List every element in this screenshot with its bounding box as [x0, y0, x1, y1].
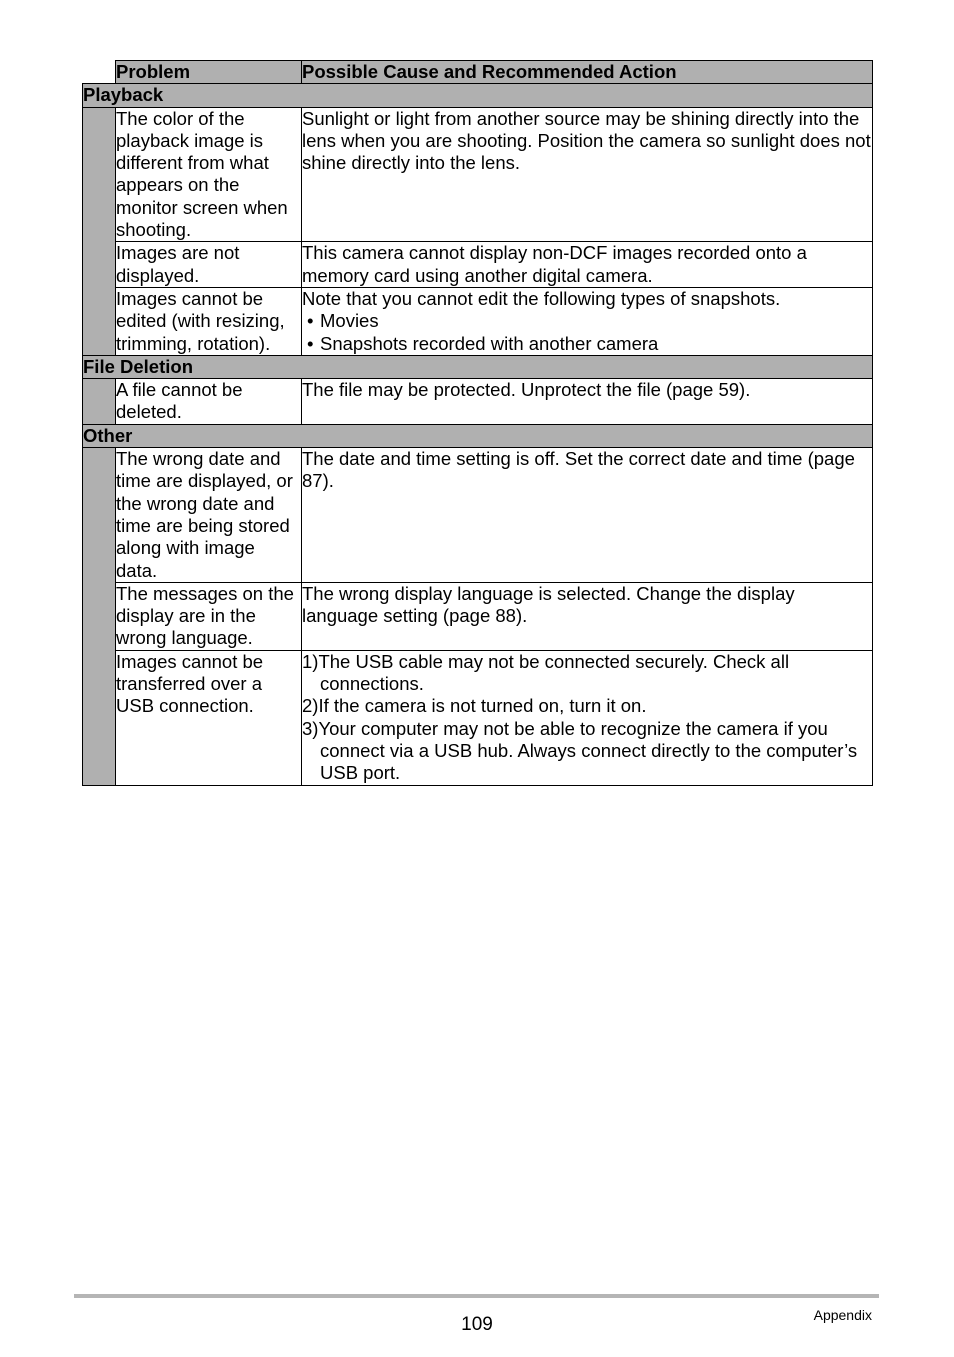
- cause-cell: The wrong display language is selected. Change the display language setting (page 88).: [302, 582, 873, 650]
- cause-cell: This camera cannot display non-DCF images recorded onto a memory card using another digital camera.: [302, 242, 873, 288]
- section-title: Other: [83, 424, 873, 447]
- cause-column-header: Possible Cause and Recommended Action: [302, 61, 873, 84]
- footer-divider: [74, 1294, 879, 1298]
- list-item: • Snapshots recorded with another camera: [302, 333, 872, 355]
- section-header-file-deletion: [83, 355, 873, 378]
- page-number: 109: [461, 1314, 493, 1335]
- table-row: [83, 287, 873, 355]
- section-header-playback: [83, 84, 873, 107]
- section-title: Playback: [83, 84, 873, 107]
- cause-cell: [302, 287, 873, 355]
- problem-cell: Images cannot be transferred over a USB connection.: [116, 650, 302, 785]
- footer-section-name: Appendix: [813, 1307, 872, 1323]
- cause-cell: The date and time setting is off. Set the correct date and time (page 87).: [302, 448, 873, 583]
- list-item: 1)The USB cable may not be connected securely. Check all connections.: [302, 650, 790, 695]
- numbered-list: [302, 651, 872, 785]
- table-row: [83, 379, 873, 425]
- section-title: File Deletion: [83, 355, 873, 378]
- cause-cell: The file may be protected. Unprotect the file (page 59).: [302, 379, 873, 425]
- problem-cell: A file cannot be deleted.: [116, 379, 302, 425]
- list-item: 2)If the camera is not turned on, turn it on.: [302, 695, 647, 717]
- cause-cell: [302, 650, 873, 785]
- table-row: [83, 650, 873, 785]
- table-header-row: [83, 61, 873, 84]
- problem-cell: Images cannot be edited (with resizing, trimming, rotation).: [116, 287, 302, 355]
- cause-intro: Note that you cannot edit the following types of snapshots.: [302, 287, 781, 309]
- table-row: [83, 107, 873, 242]
- problem-cell: The wrong date and time are displayed, or the wrong date and time are being stored along with image data.: [116, 448, 302, 583]
- problem-cell: Images are not displayed.: [116, 242, 302, 288]
- table-row: [83, 448, 873, 583]
- list-item: • Movies: [302, 310, 872, 332]
- problem-cell: The color of the playback image is different from what appears on the monitor screen when shooting.: [116, 107, 302, 242]
- troubleshooting-table: [82, 60, 873, 786]
- table-row: [83, 242, 873, 288]
- problem-column-header: Problem: [116, 61, 302, 84]
- list-item: 3)Your computer may not be able to recognize the camera if you connect via a USB hub. Always connect directly to the computer’s USB port.: [302, 717, 858, 784]
- table-row: [83, 582, 873, 650]
- bullet-list: [302, 310, 872, 355]
- section-header-other: [83, 424, 873, 447]
- cause-cell: Sunlight or light from another source may be shining directly into the lens when you are shooting. Position the camera so sunlight does not shine directly into the lens.: [302, 107, 873, 242]
- problem-cell: The messages on the display are in the wrong language.: [116, 582, 302, 650]
